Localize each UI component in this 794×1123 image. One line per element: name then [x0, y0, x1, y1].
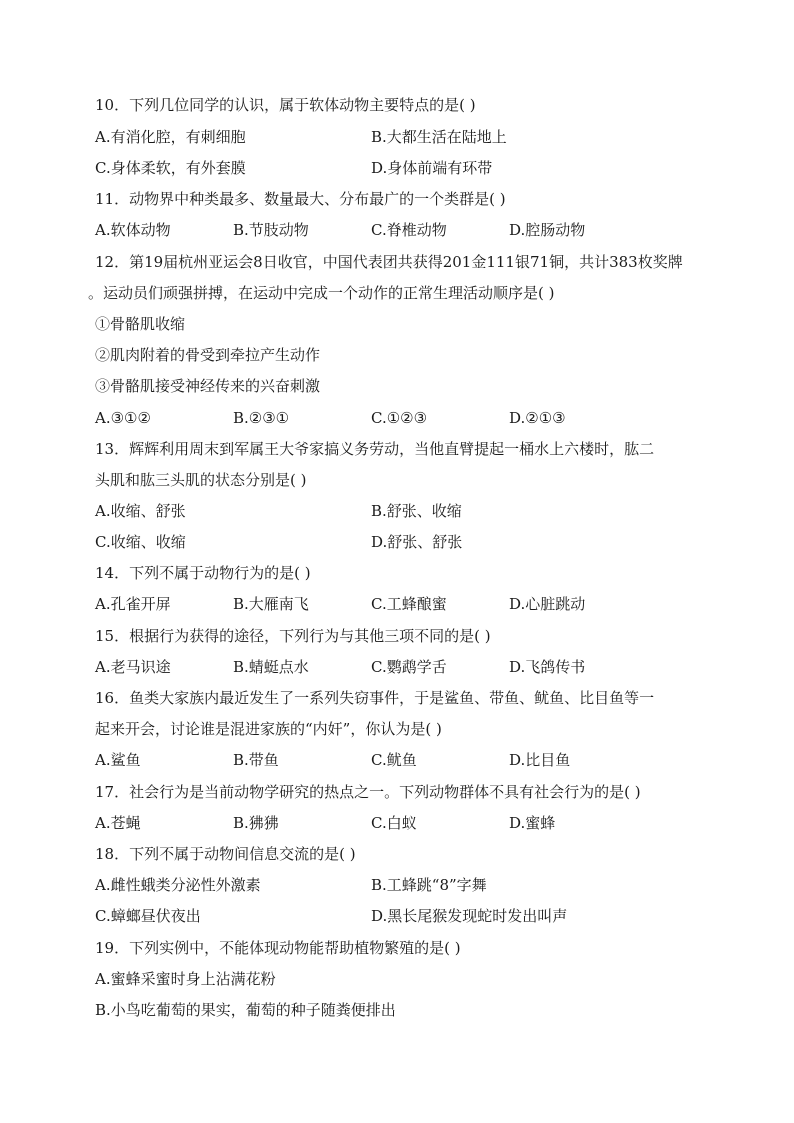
question-12-option-c: C.①②③ [371, 409, 428, 427]
question-16-option-d: D.比目鱼 [509, 751, 571, 769]
question-10-stem: 10．下列几位同学的认识，属于软体动物主要特点的是( ) [95, 96, 476, 114]
question-10-option-b: B.大都生活在陆地上 [371, 128, 507, 146]
question-10-option-c: C.身体柔软，有外套膜 [95, 159, 246, 177]
question-12-item-3: ③骨骼肌接受神经传来的兴奋刺激 [95, 377, 321, 395]
question-11-option-d: D.腔肠动物 [509, 221, 586, 239]
question-15-stem: 15．根据行为获得的途径，下列行为与其他三项不同的是( ) [95, 627, 491, 645]
question-14-stem: 14．下列不属于动物行为的是( ) [95, 564, 311, 582]
question-12-option-d: D.②①③ [509, 409, 566, 427]
question-15-option-a: A.老马识途 [95, 658, 171, 676]
question-17-option-d: D.蜜蜂 [509, 814, 556, 832]
question-16-option-c: C.鱿鱼 [371, 751, 417, 769]
question-18-option-b: B.工蜂跳“8”字舞 [371, 876, 487, 894]
question-17-option-b: B.狒狒 [233, 814, 279, 832]
question-18-option-c: C.蟑螂昼伏夜出 [95, 907, 201, 925]
question-14-option-d: D.心脏跳动 [509, 595, 586, 613]
question-19-option-a: A.蜜蜂采蜜时身上沾满花粉 [95, 970, 276, 988]
question-16-option-b: B.带鱼 [233, 751, 279, 769]
question-15-option-b: B.蜻蜓点水 [233, 658, 309, 676]
question-11-option-c: C.脊椎动物 [371, 221, 447, 239]
question-16-stem-line2: 起来开会，讨论谁是混进家族的“内奸”，你认为是( ) [95, 720, 442, 738]
question-18-option-a: A.雌性蛾类分泌性外激素 [95, 876, 261, 894]
question-12-option-a: A.③①② [95, 409, 151, 427]
question-17-stem: 17．社会行为是当前动物学研究的热点之一。下列动物群体不具有社会行为的是( ) [95, 783, 641, 801]
question-11-stem: 11．动物界中种类最多、数量最大、分布最广的一个类群是( ) [95, 190, 506, 208]
question-14-option-c: C.工蜂酿蜜 [371, 595, 447, 613]
question-13-option-c: C.收缩、收缩 [95, 533, 186, 551]
question-12-item-2: ②肌肉附着的骨受到牵拉产生动作 [95, 346, 321, 364]
question-13-option-d: D.舒张、舒张 [371, 533, 463, 551]
question-17-option-c: C.白蚁 [371, 814, 417, 832]
question-12-item-1: ①骨骼肌收缩 [95, 315, 186, 333]
question-12-stem-line2: 。运动员们顽强拼搏，在运动中完成一个动作的正常生理活动顺序是( ) [88, 284, 555, 302]
question-13-option-b: B.舒张、收缩 [371, 502, 462, 520]
question-12-option-b: B.②③① [233, 409, 290, 427]
question-10-option-d: D.身体前端有环带 [371, 159, 493, 177]
question-16-option-a: A.鲨鱼 [95, 751, 141, 769]
question-18-option-d: D.黑长尾猴发现蛇时发出叫声 [371, 907, 568, 925]
question-13-stem-line1: 13．辉辉利用周末到军属王大爷家搞义务劳动，当他直臂提起一桶水上六楼时，肱二 [95, 440, 655, 458]
question-17-option-a: A.苍蝇 [95, 814, 141, 832]
question-11-option-b: B.节肢动物 [233, 221, 309, 239]
question-19-stem: 19．下列实例中，不能体现动物能帮助植物繁殖的是( ) [95, 939, 461, 957]
question-15-option-c: C.鹦鹉学舌 [371, 658, 447, 676]
question-14-option-b: B.大雁南飞 [233, 595, 309, 613]
question-13-stem-line2: 头肌和肱三头肌的状态分别是( ) [95, 471, 307, 489]
question-15-option-d: D.飞鸽传书 [509, 658, 586, 676]
question-18-stem: 18．下列不属于动物间信息交流的是( ) [95, 845, 356, 863]
question-12-stem-line1: 12．第19届杭州亚运会8日收官，中国代表团共获得201金111银71铜，共计383枚奖牌 [95, 253, 683, 271]
question-19-option-b: B.小鸟吃葡萄的果实，葡萄的种子随粪便排出 [95, 1001, 396, 1019]
question-10-option-a: A.有消化腔，有刺细胞 [95, 128, 246, 146]
question-14-option-a: A.孔雀开屏 [95, 595, 171, 613]
question-16-stem-line1: 16．鱼类大家族内最近发生了一系列失窃事件，于是鲨鱼、带鱼、鱿鱼、比目鱼等一 [95, 689, 655, 707]
question-11-option-a: A.软体动物 [95, 221, 171, 239]
question-13-option-a: A.收缩、舒张 [95, 502, 186, 520]
